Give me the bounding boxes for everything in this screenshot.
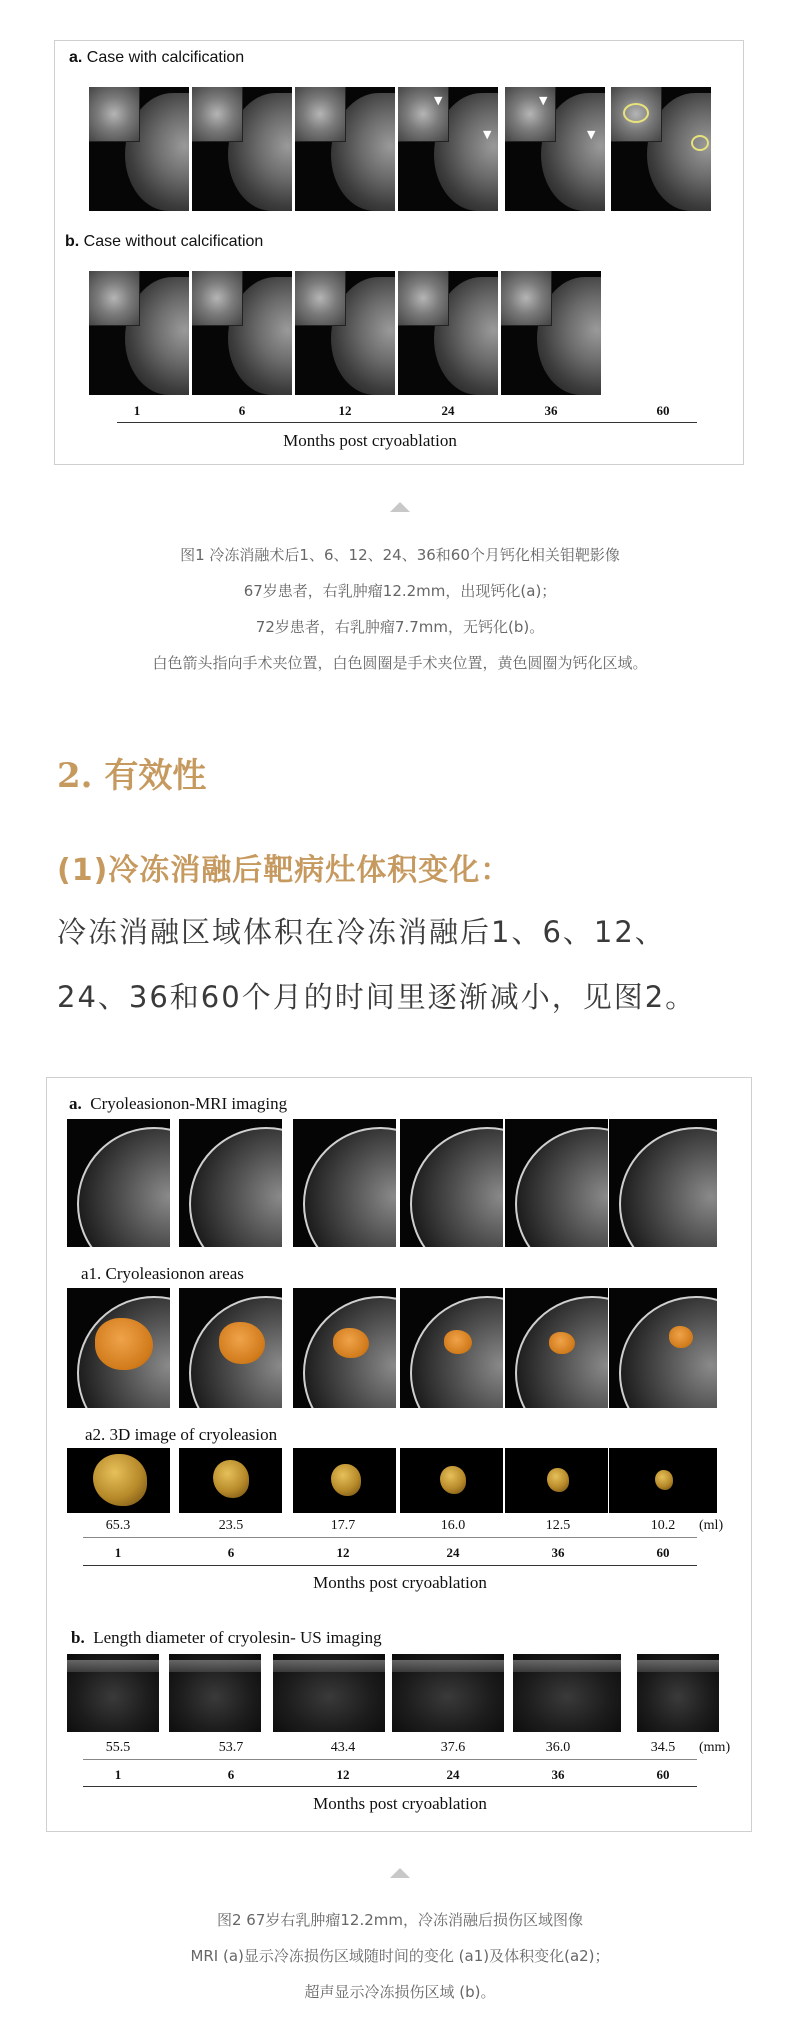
fig2-month-tick: 1 — [114, 1545, 122, 1560]
fig2-month-tick: 6 — [227, 1767, 235, 1782]
figure-2-cryolesion-images — [46, 1077, 752, 1832]
mri-a-36 — [505, 1119, 608, 1247]
length-value: 55.5 — [105, 1740, 131, 1755]
mri-a1-1 — [67, 1288, 170, 1408]
fig1-month-tick: 24 — [441, 403, 455, 418]
mri-a1-60 — [609, 1288, 717, 1408]
volume-unit: (ml) — [699, 1518, 724, 1533]
length-value: 34.5 — [650, 1740, 676, 1755]
3d-image-6 — [179, 1448, 282, 1513]
mammogram-b-36 — [501, 271, 601, 395]
white-arrow-icon: ▼ — [434, 94, 443, 107]
mammogram-a-36 — [505, 87, 605, 211]
fig1-label-b: b. Case without calcification — [65, 233, 264, 250]
fig2-month-tick: 24 — [446, 1545, 460, 1560]
fig1-month-tick: 12 — [338, 403, 352, 418]
us-image-6 — [169, 1654, 261, 1732]
fig1-axis-line — [117, 422, 697, 423]
3d-image-60 — [609, 1448, 717, 1513]
fig2-axis-title-a: Months post cryoablation — [313, 1573, 487, 1592]
mammogram-a-60 — [611, 87, 711, 211]
3d-image-36 — [505, 1448, 608, 1513]
length-value: 36.0 — [545, 1740, 571, 1755]
figure-1-calcification-mammograms — [54, 40, 744, 465]
triangle-up-icon — [390, 1868, 410, 1878]
fig2-axis-title-b: Months post cryoablation — [313, 1794, 487, 1813]
fig2-label-a1: a1. Cryoleasionon areas — [81, 1264, 244, 1283]
fig1-caption-line: 67岁患者，右乳肿瘤12.2mm，出现钙化(a)； — [243, 582, 557, 600]
fig1-label-a: a. Case with calcification — [69, 49, 245, 66]
section-subheading: (1)冷冻消融后靶病灶体积变化： — [57, 853, 512, 888]
fig2-volume-line — [83, 1537, 697, 1538]
fig1-caption-line: 图1 冷冻消融术后1、6、12、24、36和60个月钙化相关钼靶影像 — [180, 546, 620, 564]
length-value: 53.7 — [218, 1740, 244, 1755]
fig2-label-a: a. Cryoleasionon-MRI imaging — [69, 1094, 288, 1113]
length-unit: (mm) — [699, 1740, 731, 1755]
section-heading: 2. 有效性 — [57, 756, 207, 796]
mammogram-a-24 — [398, 87, 498, 211]
volume-value: 23.5 — [218, 1518, 244, 1533]
volume-value: 12.5 — [545, 1518, 571, 1533]
fig2-month-tick: 36 — [551, 1545, 565, 1560]
fig2-month-tick: 36 — [551, 1767, 565, 1782]
length-value: 37.6 — [440, 1740, 466, 1755]
mammogram-a-1 — [89, 87, 189, 211]
fig2-axis-line-b — [83, 1786, 697, 1787]
fig1-month-tick: 1 — [133, 403, 141, 418]
3d-image-12 — [293, 1448, 396, 1513]
us-image-36 — [513, 1654, 621, 1732]
fig2-label-b: b. Length diameter of cryolesin- US imaging — [71, 1628, 382, 1647]
mammogram-b-6 — [192, 271, 292, 395]
3d-image-24 — [400, 1448, 503, 1513]
fig2-month-tick: 1 — [114, 1767, 122, 1782]
fig1-axis-title: Months post cryoablation — [283, 431, 457, 450]
mri-a1-24 — [400, 1288, 503, 1408]
us-image-24 — [392, 1654, 504, 1732]
mammogram-b-1 — [89, 271, 189, 395]
fig2-month-tick: 60 — [656, 1767, 670, 1782]
fig1-month-tick: 60 — [656, 403, 670, 418]
mri-a1-6 — [179, 1288, 282, 1408]
fig1-caption-line: 72岁患者，右乳肿瘤7.7mm，无钙化(b)。 — [255, 618, 545, 636]
body-text-line: 冷冻消融区域体积在冷冻消融后1、6、12、 — [57, 915, 666, 949]
calcification-circle-icon — [623, 103, 649, 123]
fig2-month-tick: 60 — [656, 1545, 670, 1560]
fig2-caption-line: 超声显示冷冻损伤区域 (b)。 — [304, 1983, 496, 2001]
white-arrow-icon: ▼ — [483, 128, 492, 141]
mri-a-1 — [67, 1119, 170, 1247]
fig1-caption-line: 白色箭头指向手术夹位置，白色圆圈是手术夹位置，黄色圆圈为钙化区域。 — [152, 654, 648, 672]
fig2-month-tick: 6 — [227, 1545, 235, 1560]
mri-a-24 — [400, 1119, 503, 1247]
fig2-label-a2: a2. 3D image of cryoleasion — [85, 1425, 278, 1444]
fig2-month-tick: 24 — [446, 1767, 460, 1782]
fig1-month-tick: 6 — [238, 403, 246, 418]
mri-a-60 — [609, 1119, 717, 1247]
calcification-circle-icon — [691, 135, 709, 151]
fig2-length-line — [83, 1759, 697, 1760]
fig2-axis-line — [83, 1565, 697, 1566]
us-image-1 — [67, 1654, 159, 1732]
fig2-caption-line: 图2 67岁右乳肿瘤12.2mm，冷冻消融后损伤区域图像 — [216, 1911, 584, 1929]
volume-value: 17.7 — [330, 1518, 356, 1533]
white-arrow-icon: ▼ — [587, 128, 596, 141]
white-arrow-icon: ▼ — [539, 94, 548, 107]
fig2-caption-line: MRI (a)显示冷冻损伤区域随时间的变化 (a1)及体积变化(a2)； — [190, 1947, 610, 1965]
triangle-up-icon — [390, 502, 410, 512]
us-image-60 — [637, 1654, 719, 1732]
us-image-12 — [273, 1654, 385, 1732]
fig2-month-tick: 12 — [336, 1767, 350, 1782]
body-text-line: 24、36和60个月的时间里逐渐减小，见图2。 — [57, 980, 697, 1014]
mammogram-b-12 — [295, 271, 395, 395]
mri-a1-36 — [505, 1288, 608, 1408]
mri-a1-12 — [293, 1288, 396, 1408]
volume-value: 10.2 — [650, 1518, 676, 1533]
mammogram-a-12 — [295, 87, 395, 211]
fig2-month-tick: 12 — [336, 1545, 350, 1560]
mammogram-b-24 — [398, 271, 498, 395]
volume-value: 16.0 — [440, 1518, 466, 1533]
fig1-month-tick: 36 — [544, 403, 558, 418]
mri-a-6 — [179, 1119, 282, 1247]
mri-a-12 — [293, 1119, 396, 1247]
3d-image-1 — [67, 1448, 170, 1513]
mammogram-a-6 — [192, 87, 292, 211]
length-value: 43.4 — [330, 1740, 356, 1755]
volume-value: 65.3 — [105, 1518, 131, 1533]
